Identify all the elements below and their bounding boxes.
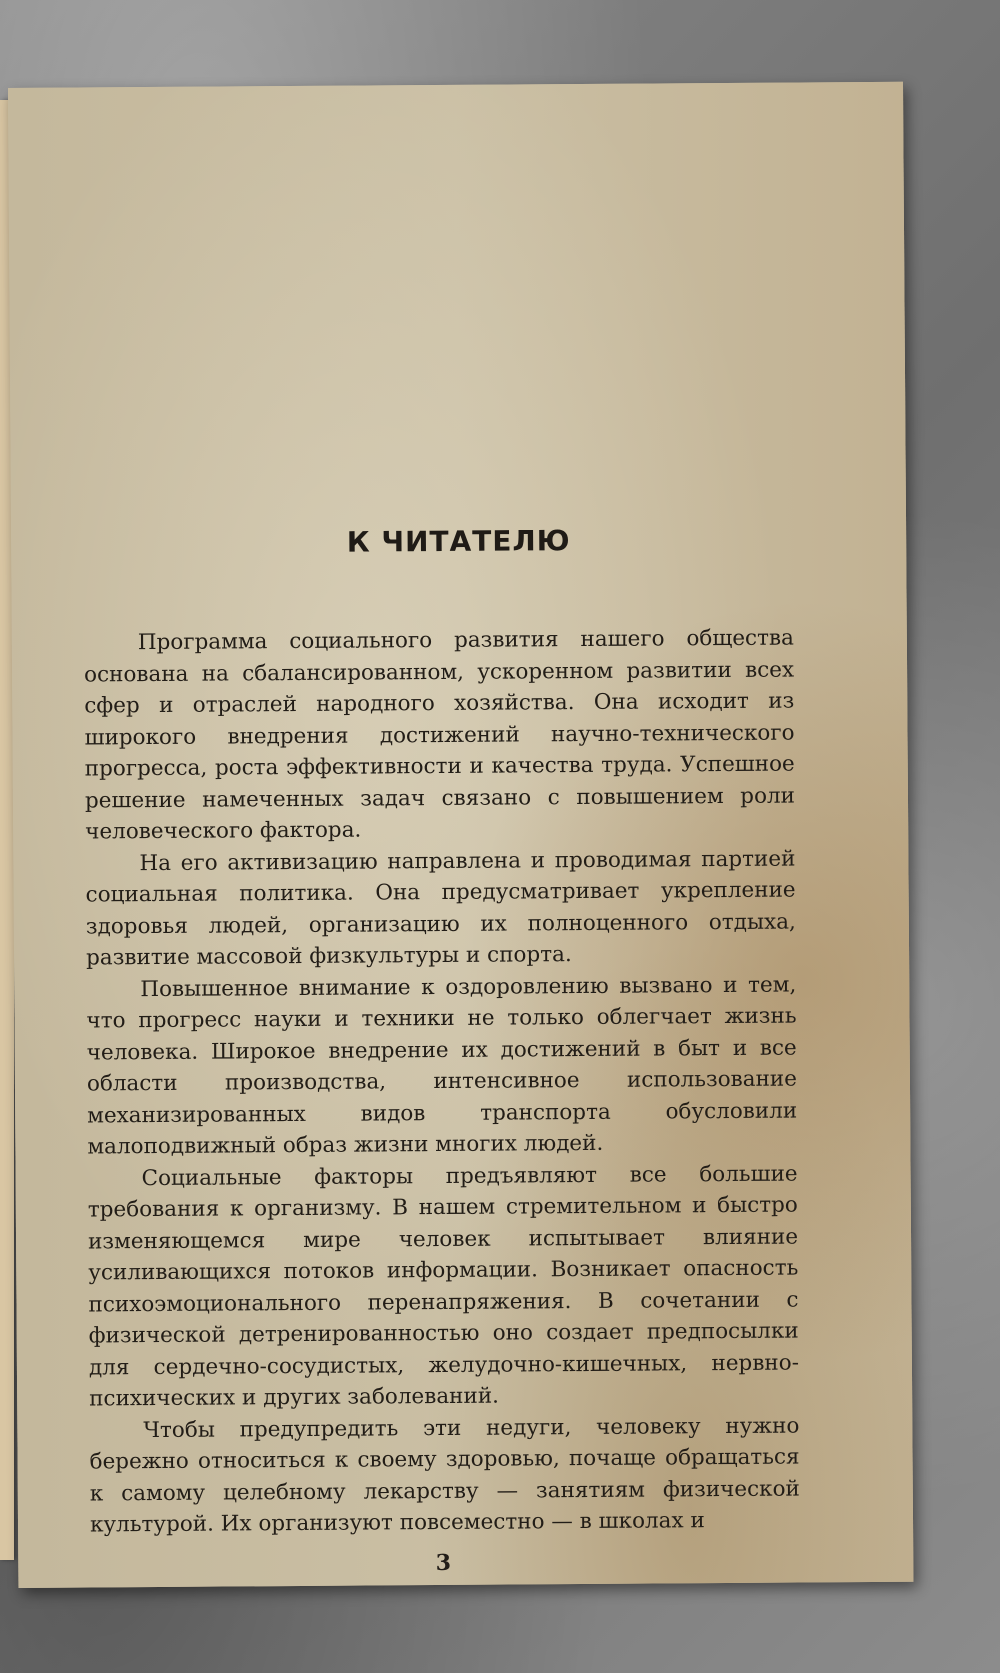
- paragraph-2: На его активизацию направлена и проводимая партией социальная политика. Она предусматривает укрепление здоровья людей, организацию их полноценного отдыха, развитие массовой физкультуры и спорта.: [85, 846, 796, 971]
- page-heading: К ЧИТАТЕЛЮ: [346, 524, 571, 559]
- book-page: [8, 82, 913, 1588]
- paragraph-5: Чтобы предупредить эти недуги, человеку нужно бережно относиться к своему здоровью, почаще обращаться к самому целебному лекарству — занятиям физической культурой. Их организуют повсеместно — в школах и: [89, 1413, 800, 1538]
- body-text: [84, 623, 800, 1541]
- page-number: 3: [435, 1549, 452, 1577]
- paragraph-3: Повышенное внимание к оздоровлению вызвано и тем, что прогресс науки и техники не только облегчает жизнь человека. Широкое внедрение их достижений в быт и все области производства, интенсивное использование механизированных видов транспорта обусловили малоподвижный образ жизни многих людей.: [86, 972, 798, 1160]
- paragraph-4: Социальные факторы предъявляют все большие требования к организму. В нашем стремительном и быстро изменяющемся мире человек испытывает влияние усиливающихся потоков информации. Возникает опасность психоэмоционального перенапряжения. В сочетании с физической детренированностью оно создает предпосылки для сердечно-сосудистых, желудочно-кишечных, нервно-психических и других заболеваний.: [87, 1161, 800, 1412]
- paragraph-1: Программа социального развития нашего общества основана на сбалансированном, ускоренном развитии всех сфер и отраслей народного хозяйства. Она исходит из широкого внедрения достижений научно-технического прогресса, роста эффективности и качества труда. Успешное решение намеченных задач связано с повышением роли человеческого фактора.: [84, 625, 796, 845]
